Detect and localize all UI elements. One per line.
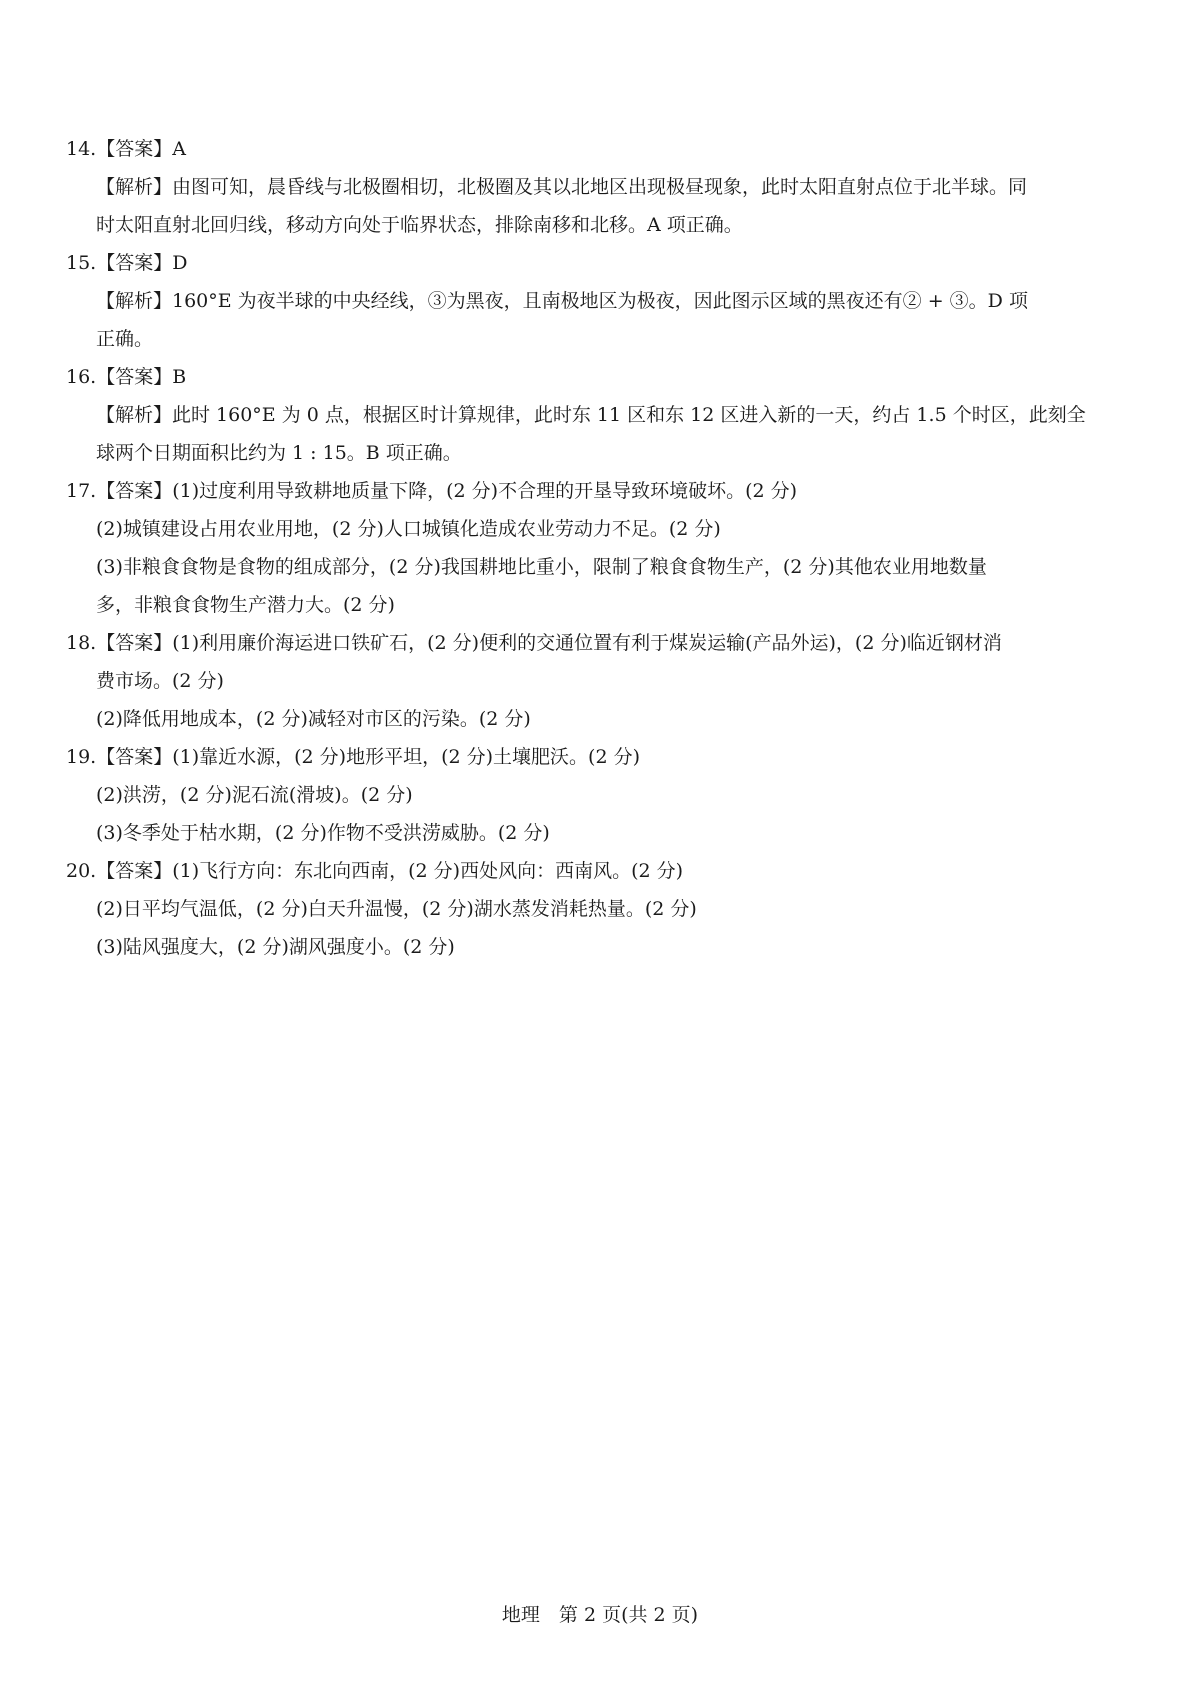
answer-content xyxy=(66,130,1136,966)
answer-heading: 19.【答案】(1)靠近水源，(2 分)地形平坦，(2 分)土壤肥沃。(2 分) xyxy=(66,746,640,768)
answer-item-19 xyxy=(66,738,1136,852)
answer-line: (2)日平均气温低，(2 分)白天升温慢，(2 分)湖水蒸发消耗热量。(2 分) xyxy=(96,898,697,920)
answer-item-14 xyxy=(66,130,1136,244)
answer-line: (2)洪涝，(2 分)泥石流(滑坡)。(2 分) xyxy=(96,784,413,806)
answer-line: (3)陆风强度大，(2 分)湖风强度小。(2 分) xyxy=(96,936,455,958)
explanation-line: 【解析】160°E 为夜半球的中央经线，③为黑夜，且南极地区为极夜，因此图示区域的黑夜还有② + ③。D 项 xyxy=(96,290,1028,312)
answer-line: (2)城镇建设占用农业用地，(2 分)人口城镇化造成农业劳动力不足。(2 分) xyxy=(96,518,721,540)
answer-line: 多，非粮食食物生产潜力大。(2 分) xyxy=(96,594,395,616)
answer-item-17 xyxy=(66,472,1136,624)
answer-item-20 xyxy=(66,852,1136,966)
answer-heading: 14.【答案】A xyxy=(66,138,186,160)
answer-line: (3)非粮食食物是食物的组成部分，(2 分)我国耕地比重小，限制了粮食食物生产，(2 分)其他农业用地数量 xyxy=(96,556,987,578)
explanation-line: 时太阳直射北回归线，移动方向处于临界状态，排除南移和北移。A 项正确。 xyxy=(96,214,743,236)
explanation-line: 【解析】由图可知，晨昏线与北极圈相切，北极圈及其以北地区出现极昼现象，此时太阳直射点位于北半球。同 xyxy=(96,176,1028,198)
answer-heading: 20.【答案】(1)飞行方向：东北向西南，(2 分)西处风向：西南风。(2 分) xyxy=(66,860,684,882)
explanation-line: 【解析】此时 160°E 为 0 点，根据区时计算规律，此时东 11 区和东 12 区进入新的一天，约占 1.5 个时区，此刻全 xyxy=(96,404,1086,426)
answer-item-15 xyxy=(66,244,1136,358)
answer-item-16 xyxy=(66,358,1136,472)
answer-heading: 17.【答案】(1)过度利用导致耕地质量下降，(2 分)不合理的开垦导致环境破坏。(2 分) xyxy=(66,480,798,502)
answer-line: 费市场。(2 分) xyxy=(96,670,224,692)
explanation-line: 正确。 xyxy=(96,328,154,350)
answer-line: (2)降低用地成本，(2 分)减轻对市区的污染。(2 分) xyxy=(96,708,531,730)
answer-heading: 15.【答案】D xyxy=(66,252,188,274)
answer-item-18 xyxy=(66,624,1136,738)
answer-line: (3)冬季处于枯水期，(2 分)作物不受洪涝威胁。(2 分) xyxy=(96,822,550,844)
answer-heading: 18.【答案】(1)利用廉价海运进口铁矿石，(2 分)便利的交通位置有利于煤炭运输(产品外运)，(2 分)临近钢材消 xyxy=(66,632,1002,654)
answer-heading: 16.【答案】B xyxy=(66,366,187,388)
page-footer: 地理 第 2 页(共 2 页) xyxy=(501,1604,699,1626)
explanation-line: 球两个日期面积比约为 1 : 15。B 项正确。 xyxy=(96,442,462,464)
